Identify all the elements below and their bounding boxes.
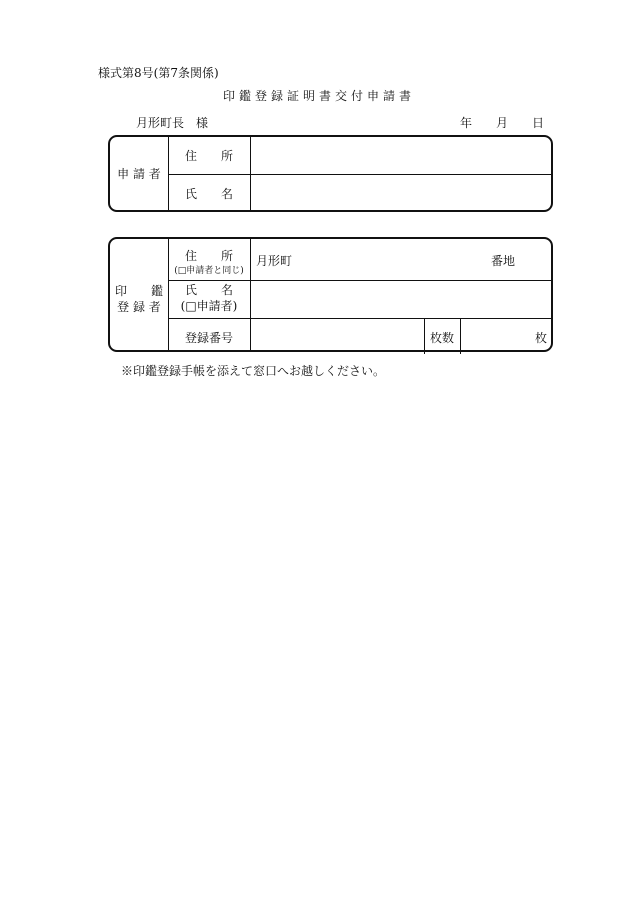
year-label: 年 (460, 116, 473, 130)
form-number: 様式第8号(第7条関係) (98, 66, 219, 80)
registrant-address-label: 住 所 (184, 249, 233, 263)
day-label: 日 (532, 116, 545, 130)
registrant-group-label-2: 登 録 者 (117, 300, 161, 314)
registrant-group-label-1: 印 鑑 (114, 284, 163, 298)
count-label: 枚数 (429, 331, 454, 345)
registrant-address-prefix: 月形町 (256, 254, 293, 268)
applicant-table (108, 135, 553, 212)
applicant-name-label: 氏 名 (184, 187, 233, 201)
applicant-address-field[interactable] (250, 149, 551, 163)
applicant-group-label: 申 請 者 (117, 167, 161, 181)
registrant-table (108, 237, 553, 352)
addressee: 月形町長 様 (136, 116, 209, 130)
reg-number-label: 登録番号 (184, 331, 233, 345)
applicant-address-label: 住 所 (184, 149, 233, 163)
applicant-name-field[interactable] (250, 187, 551, 201)
month-label: 月 (496, 116, 509, 130)
applicant-checkbox-label[interactable]: (□申請者) (180, 299, 238, 313)
registrant-name-label: 氏 名 (184, 283, 233, 297)
same-as-applicant-checkbox-label[interactable]: (□申請者と同じ) (174, 266, 244, 276)
count-unit: 枚 (535, 331, 548, 345)
registrant-address-suffix: 番地 (491, 254, 516, 268)
footer-note: ※印鑑登録手帳を添えて窓口へお越しください。 (121, 364, 386, 378)
document-title: 印鑑登録証明書交付申請書 (222, 89, 415, 103)
